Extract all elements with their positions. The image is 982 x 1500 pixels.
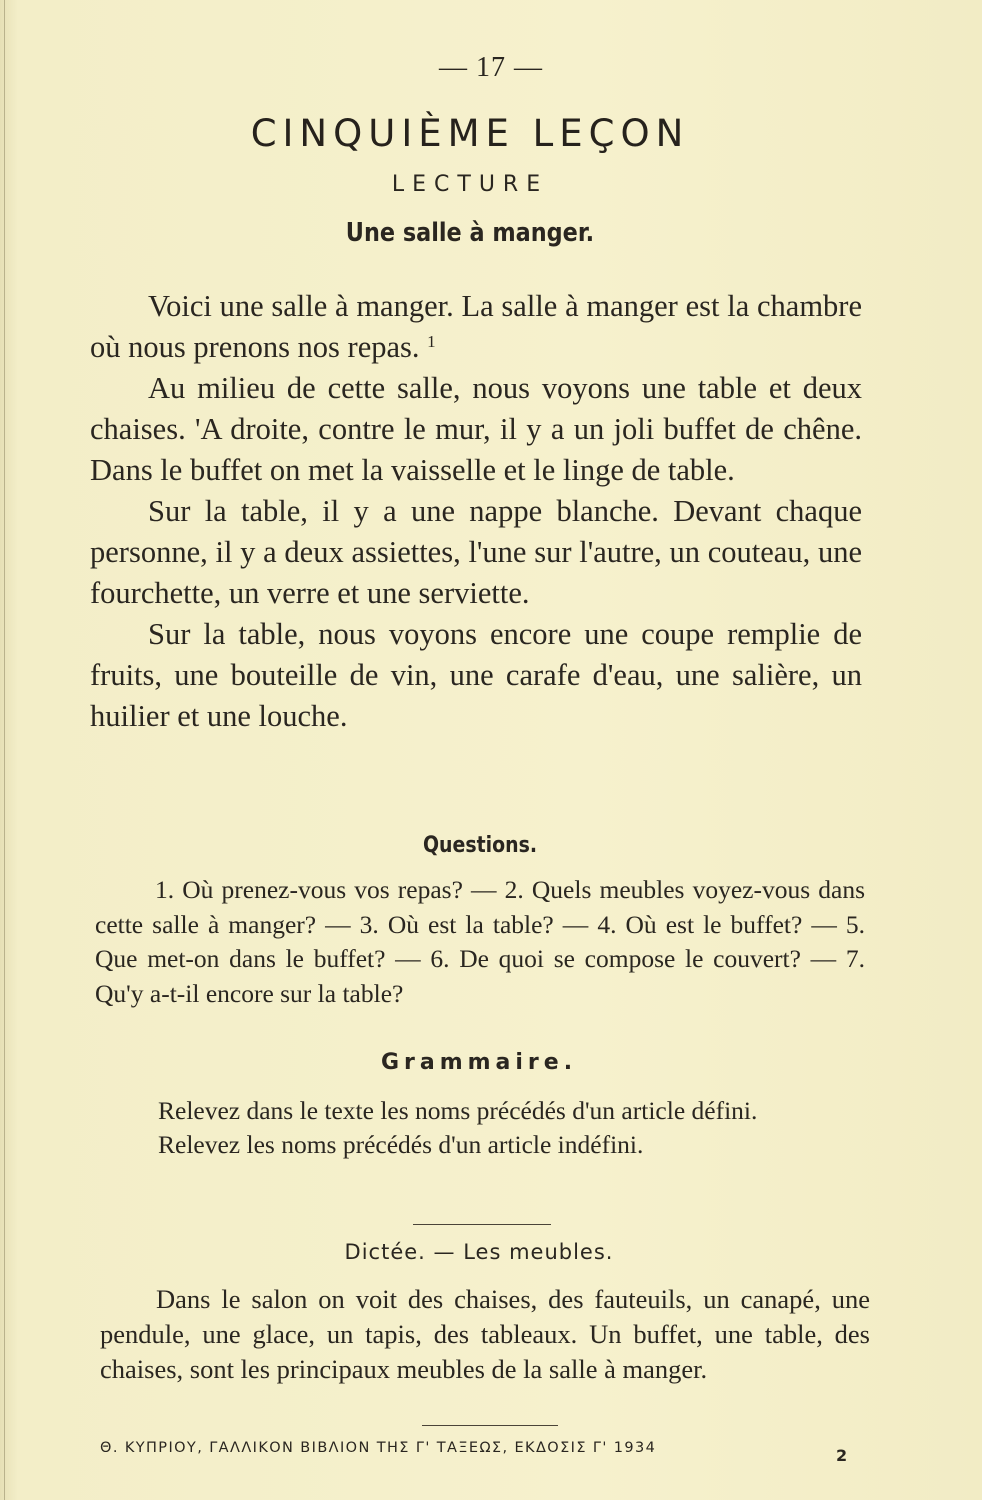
divider-rule xyxy=(422,1425,558,1426)
page-number: — 17 — xyxy=(439,52,543,83)
signature-mark: 2 xyxy=(836,1446,848,1465)
grammar-block xyxy=(100,1094,868,1162)
dictee-heading: Dictée. — Les meubles. xyxy=(344,1240,614,1264)
reading-paragraph: Sur la table, nous voyons encore une coupe remplie de fruits, une bouteille de vin, une carafe d'eau, une salière, un huilier et une louche. xyxy=(90,617,862,733)
printer-footer: Θ. ΚΥΠΡΙΟΥ, ΓΑΛΛΙΚΟΝ ΒΙΒΛΙΟΝ ΤΗΣ Γ' ΤΑΞΕΩΣ, ΕΚΔΟΣΙΣ Γ' 1934 xyxy=(100,1440,657,1456)
questions-block xyxy=(95,873,865,1011)
reading-paragraph-1-text: Voici une salle à manger. La salle à manger est la chambre où nous prenons nos repas. xyxy=(90,289,862,364)
section-label: LECTURE xyxy=(391,172,549,197)
grammar-exercise: Relevez les noms précédés d'un article indéfini. xyxy=(158,1130,644,1159)
questions-text: 1. Où prenez-vous vos repas? — 2. Quels meubles voyez-vous dans cette salle à manger? — 3. Où est la table? — 4. Où est le buffet? — 5. Que met-on dans le buffet? — 6. De quoi se compose le couvert? — 7. Qu'y a-t-il encore sur la table? xyxy=(95,875,865,1008)
reading-text xyxy=(90,286,862,737)
page-edge xyxy=(4,0,5,1500)
lesson-title: CINQUIÈME LEÇON xyxy=(250,112,690,155)
reading-paragraph: Au milieu de cette salle, nous voyons une table et deux chaises. 'A droite, contre le mur, il y a un joli buffet de chêne. Dans le buffet on met la vaisselle et le linge de table. xyxy=(90,371,862,487)
reading-paragraph: Sur la table, il y a une nappe blanche. Devant chaque personne, il y a deux assiettes, l'une sur l'autre, un couteau, une fourchette, un verre et une serviette. xyxy=(90,494,862,610)
footnote-marker: 1 xyxy=(427,332,436,351)
grammar-exercise: Relevez dans le texte les noms précédés d'un article défini. xyxy=(158,1096,758,1125)
reading-paragraph xyxy=(90,286,862,368)
divider-rule xyxy=(413,1224,551,1225)
grammar-heading: Grammaire. xyxy=(380,1050,578,1075)
dictee-text: Dans le salon on voit des chaises, des fauteuils, un canapé, une pendule, une glace, un tapis, des tableaux. Un buffet, une table, des chaises, sont les principaux meubles de la salle à manger. xyxy=(100,1284,870,1384)
dictee-block xyxy=(100,1282,870,1387)
reading-title: Une salle à manger. xyxy=(345,218,595,248)
questions-heading: Questions. xyxy=(422,833,538,858)
